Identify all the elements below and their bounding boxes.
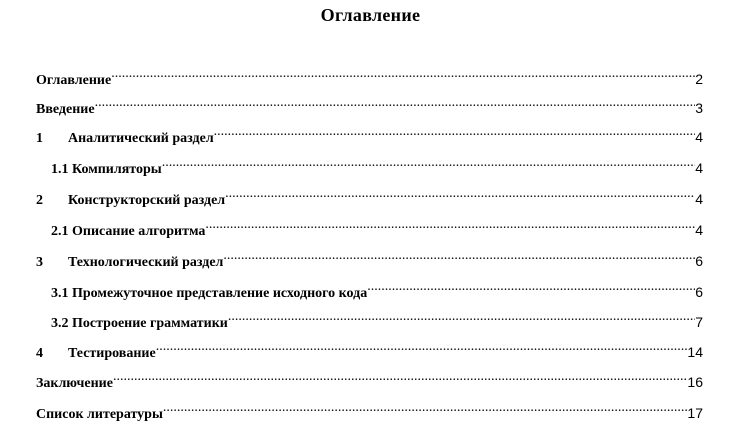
toc-entry[interactable] <box>51 153 703 177</box>
toc-page-number: 7 <box>695 314 703 330</box>
toc-entry-text: Введение <box>36 102 95 117</box>
toc-entry[interactable] <box>36 337 703 361</box>
toc-entry-text: Заключение <box>36 376 113 391</box>
toc-entry[interactable] <box>36 184 703 208</box>
toc-entry[interactable] <box>36 122 703 146</box>
toc-leader <box>228 307 695 327</box>
toc-entry-text: Список литературы <box>36 407 163 422</box>
toc-entry[interactable] <box>36 367 703 391</box>
toc-leader <box>111 64 695 84</box>
page-title: Оглавление <box>320 5 421 25</box>
toc-entry-text: Технологический раздел <box>68 255 224 270</box>
toc-entry-text: Аналитический раздел <box>68 131 214 146</box>
toc-entry[interactable] <box>51 215 703 239</box>
toc-entry-text: 1.1 Компиляторы <box>51 162 162 177</box>
toc-page-number: 16 <box>687 374 703 390</box>
toc-leader <box>205 215 695 235</box>
toc-entry-text: Конструкторский раздел <box>68 193 226 208</box>
toc-leader <box>225 184 695 204</box>
toc-leader <box>156 337 688 357</box>
toc-leader <box>223 246 695 266</box>
toc-entry[interactable] <box>36 64 703 88</box>
toc-entry-text: 3.2 Построение грамматики <box>51 316 228 331</box>
toc-leader <box>163 398 688 418</box>
toc-page-number: 4 <box>695 129 703 145</box>
toc-entry[interactable] <box>36 93 703 117</box>
toc-page-number: 4 <box>695 222 703 238</box>
toc-page-number: 17 <box>687 405 703 421</box>
toc-entry-text: 3.1 Промежуточное представление исходного кода <box>51 286 368 301</box>
toc-section-number: 2 <box>36 193 43 208</box>
toc-entry[interactable] <box>36 398 703 422</box>
toc-entry-text: 2.1 Описание алгоритма <box>51 224 206 239</box>
toc-entry-text: Оглавление <box>36 73 112 88</box>
toc-section-number: 4 <box>36 346 43 361</box>
toc-leader <box>95 93 696 113</box>
toc-entry[interactable] <box>36 246 703 270</box>
toc-leader <box>162 153 696 173</box>
toc-entry[interactable] <box>51 307 703 331</box>
toc-leader <box>214 122 696 142</box>
toc-section-number: 1 <box>36 131 43 146</box>
toc-section-number: 3 <box>36 255 43 270</box>
toc-page-number: 3 <box>695 100 703 116</box>
toc-entry[interactable] <box>51 277 703 301</box>
toc-page-number: 14 <box>687 344 703 360</box>
toc-entry-text: Тестирование <box>68 346 156 361</box>
toc-leader <box>113 367 687 387</box>
toc-page-number: 6 <box>695 284 703 300</box>
toc-page-number: 2 <box>695 71 703 87</box>
toc-page-number: 4 <box>695 191 703 207</box>
toc-page-number: 4 <box>695 160 703 176</box>
toc-page-number: 6 <box>695 253 703 269</box>
toc-leader <box>367 277 695 297</box>
